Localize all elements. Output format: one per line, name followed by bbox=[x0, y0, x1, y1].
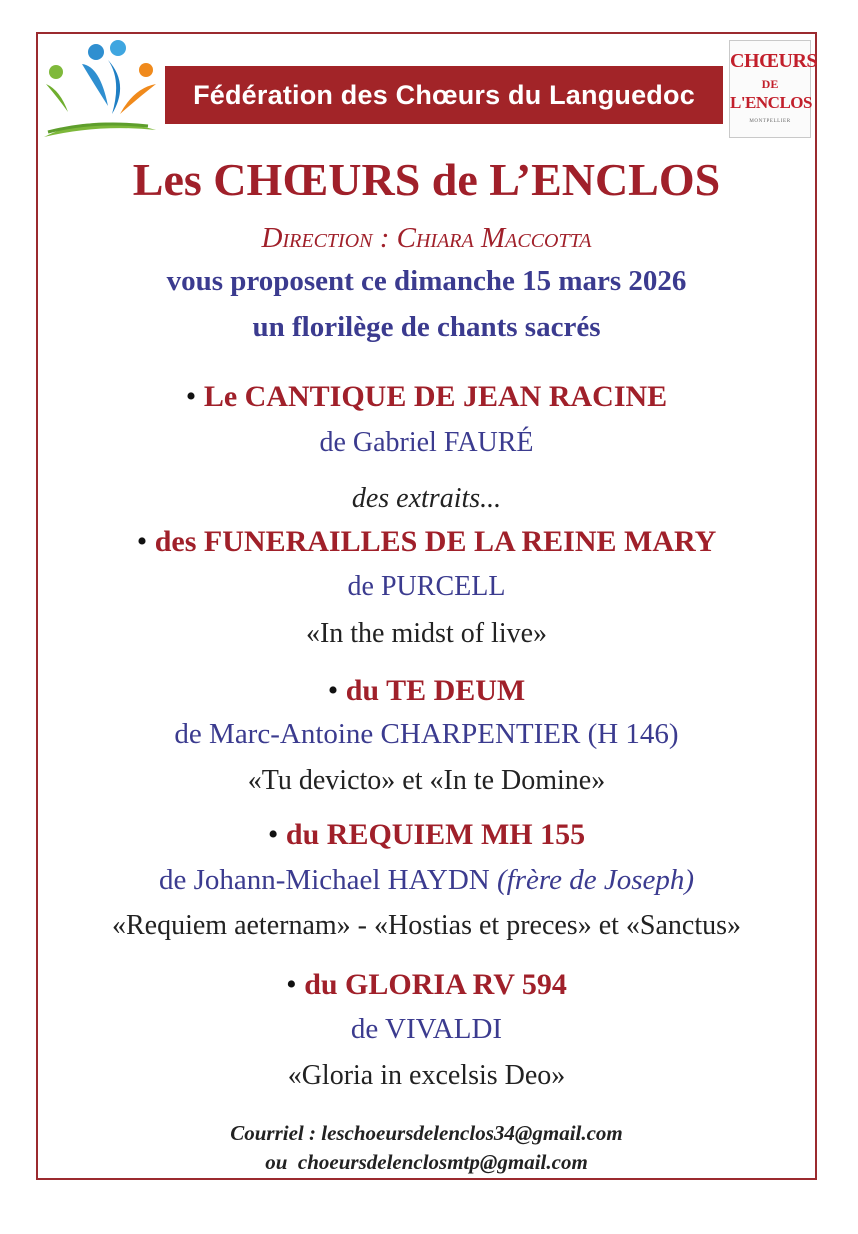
program-item-4-title bbox=[36, 820, 817, 850]
logo-text-line1: CHŒURS bbox=[730, 50, 818, 72]
program-item-3-pieces: «Tu devicto» et «In te Domine» bbox=[247, 765, 606, 796]
composer-name: de Johann-Michael HAYDN bbox=[158, 864, 490, 896]
program-item-1-title bbox=[36, 382, 817, 412]
item-title: du REQUIEM MH 155 bbox=[285, 818, 586, 851]
bullet: • bbox=[185, 380, 197, 413]
program-item-4-composer bbox=[36, 866, 817, 895]
bullet: • bbox=[286, 968, 297, 1001]
program-item-2-pieces: «In the midst of live» bbox=[305, 618, 548, 649]
intro-line-2: un florilège de chants sacrés bbox=[252, 311, 601, 343]
item-title: du TE DEUM bbox=[345, 674, 526, 707]
program-item-3-composer: de Marc-Antoine CHARPENTIER (H 146) bbox=[174, 718, 679, 750]
program-item-5-pieces: «Gloria in excelsis Deo» bbox=[287, 1060, 566, 1091]
main-title: Les CHŒURS de L’ENCLOS bbox=[132, 154, 721, 205]
item-title: du GLORIA RV 594 bbox=[304, 968, 567, 1001]
intro-line-1: vous proposent ce dimanche 15 mars 2026 bbox=[166, 265, 687, 297]
contact-email-1: Courriel : leschoeursdelenclos34@gmail.com bbox=[230, 1121, 623, 1145]
logo-text-line4: MONTPELLIER bbox=[749, 119, 791, 124]
excerpts-label: des extraits... bbox=[351, 483, 502, 514]
federation-banner: Fédération des Chœurs du Languedoc bbox=[165, 66, 723, 124]
item-title: Le CANTIQUE DE JEAN RACINE bbox=[203, 380, 668, 413]
program-item-2-title bbox=[36, 527, 817, 557]
logo-text-line3: L'ENCLOS bbox=[730, 93, 812, 112]
federation-logo-icon bbox=[38, 40, 162, 144]
program-item-1-composer: de Gabriel FAURÉ bbox=[319, 427, 534, 458]
bullet: • bbox=[327, 674, 339, 707]
contact-email-2: ou choeursdelenclosmtp@gmail.com bbox=[265, 1150, 588, 1174]
item-title: des FUNERAILLES DE LA REINE MARY bbox=[154, 525, 717, 558]
choeurs-enclos-logo bbox=[729, 40, 818, 138]
direction-line: Direction : Chiara Maccotta bbox=[261, 222, 592, 254]
program-item-5-title bbox=[36, 970, 817, 1000]
program-item-3-title bbox=[36, 676, 817, 706]
bullet: • bbox=[267, 818, 279, 851]
logo-text-line2: DE bbox=[761, 77, 779, 91]
program-item-2-composer: de PURCELL bbox=[347, 571, 506, 602]
bullet: • bbox=[136, 525, 148, 558]
composer-note: (frère de Joseph) bbox=[497, 864, 695, 896]
program-item-4-pieces: «Requiem aeternam» - «Hostias et preces» et «Sanctus» bbox=[111, 910, 742, 941]
program-item-5-composer: de VIVALDI bbox=[350, 1013, 503, 1045]
